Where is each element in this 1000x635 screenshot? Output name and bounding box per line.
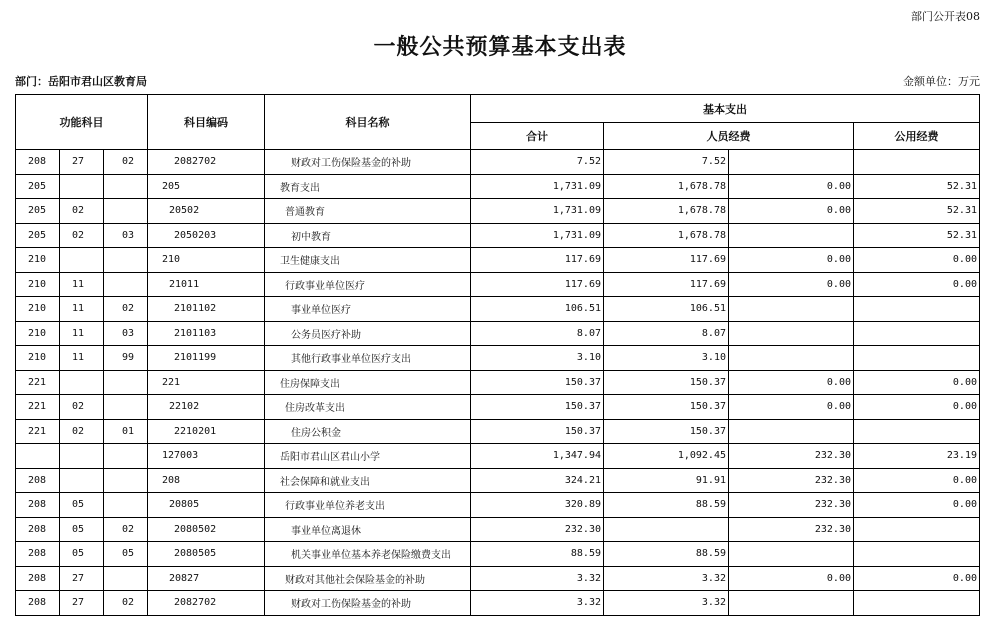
cell-item-code — [104, 566, 148, 591]
cell-section-code: 05 — [60, 517, 104, 542]
cell-section-code: 02 — [60, 199, 104, 224]
cell-class-code: 205 — [16, 199, 60, 224]
cell-total: 1,731.09 — [471, 199, 604, 224]
cell-personnel-extra — [729, 346, 854, 371]
cell-total: 150.37 — [471, 370, 604, 395]
cell-personnel: 1,678.78 — [604, 223, 729, 248]
cell-personnel-extra: 0.00 — [729, 199, 854, 224]
cell-subject-code: 20805 — [148, 493, 265, 518]
cell-item-code: 02 — [104, 591, 148, 616]
cell-personnel: 150.37 — [604, 395, 729, 420]
cell-personnel: 91.91 — [604, 468, 729, 493]
cell-item-code: 01 — [104, 419, 148, 444]
cell-total: 320.89 — [471, 493, 604, 518]
cell-subject-name: 公务员医疗补助 — [265, 321, 471, 346]
cell-section-code: 02 — [60, 419, 104, 444]
cell-subject-code: 2082702 — [148, 150, 265, 175]
cell-total: 117.69 — [471, 272, 604, 297]
cell-item-code — [104, 444, 148, 469]
cell-subject-name: 教育支出 — [265, 174, 471, 199]
table-row — [16, 395, 980, 420]
cell-personnel: 1,678.78 — [604, 174, 729, 199]
table-row — [16, 248, 980, 273]
cell-subject-code: 20502 — [148, 199, 265, 224]
cell-personnel: 3.10 — [604, 346, 729, 371]
cell-personnel-extra — [729, 150, 854, 175]
cell-personnel-extra — [729, 321, 854, 346]
cell-public: 52.31 — [854, 174, 980, 199]
cell-public — [854, 297, 980, 322]
table-row — [16, 444, 980, 469]
cell-section-code: 27 — [60, 591, 104, 616]
table-row — [16, 297, 980, 322]
table-row — [16, 272, 980, 297]
cell-total: 3.32 — [471, 591, 604, 616]
cell-subject-code: 2080505 — [148, 542, 265, 567]
cell-item-code: 03 — [104, 223, 148, 248]
cell-class-code: 210 — [16, 272, 60, 297]
cell-total: 232.30 — [471, 517, 604, 542]
cell-section-code: 02 — [60, 395, 104, 420]
header-basic-expense: 基本支出 — [471, 95, 980, 123]
cell-class-code: 208 — [16, 150, 60, 175]
cell-section-code: 02 — [60, 223, 104, 248]
cell-public: 23.19 — [854, 444, 980, 469]
cell-personnel-extra — [729, 419, 854, 444]
cell-item-code: 03 — [104, 321, 148, 346]
cell-public: 0.00 — [854, 272, 980, 297]
table-row — [16, 591, 980, 616]
cell-subject-name: 行政事业单位养老支出 — [265, 493, 471, 518]
cell-public — [854, 517, 980, 542]
cell-section-code: 27 — [60, 566, 104, 591]
table-row — [16, 223, 980, 248]
table-row — [16, 370, 980, 395]
cell-subject-code: 205 — [148, 174, 265, 199]
cell-class-code: 221 — [16, 395, 60, 420]
cell-class-code — [16, 444, 60, 469]
cell-personnel-extra: 232.30 — [729, 493, 854, 518]
cell-total: 7.52 — [471, 150, 604, 175]
cell-public — [854, 542, 980, 567]
cell-public: 0.00 — [854, 248, 980, 273]
cell-class-code: 208 — [16, 468, 60, 493]
cell-personnel-extra: 0.00 — [729, 174, 854, 199]
table-row — [16, 468, 980, 493]
amount-unit-label: 金额单位：万元 — [903, 75, 980, 88]
table-row — [16, 150, 980, 175]
table-row — [16, 346, 980, 371]
cell-subject-name: 住房保障支出 — [265, 370, 471, 395]
cell-personnel-extra: 0.00 — [729, 566, 854, 591]
cell-section-code: 11 — [60, 297, 104, 322]
cell-subject-name: 岳阳市君山区君山小学 — [265, 444, 471, 469]
cell-public — [854, 591, 980, 616]
cell-total: 150.37 — [471, 419, 604, 444]
cell-section-code — [60, 444, 104, 469]
cell-section-code — [60, 248, 104, 273]
cell-personnel: 117.69 — [604, 272, 729, 297]
department-label: 部门：岳阳市君山区教育局 — [15, 75, 147, 88]
cell-public: 0.00 — [854, 370, 980, 395]
cell-class-code: 208 — [16, 542, 60, 567]
cell-total: 1,347.94 — [471, 444, 604, 469]
cell-personnel: 7.52 — [604, 150, 729, 175]
cell-total: 117.69 — [471, 248, 604, 273]
cell-total: 8.07 — [471, 321, 604, 346]
cell-personnel-extra: 0.00 — [729, 248, 854, 273]
cell-class-code: 221 — [16, 370, 60, 395]
cell-item-code: 02 — [104, 517, 148, 542]
cell-item-code — [104, 468, 148, 493]
cell-item-code: 02 — [104, 150, 148, 175]
cell-personnel-extra: 0.00 — [729, 370, 854, 395]
cell-personnel: 88.59 — [604, 542, 729, 567]
cell-subject-name: 住房改革支出 — [265, 395, 471, 420]
cell-personnel: 117.69 — [604, 248, 729, 273]
cell-public — [854, 419, 980, 444]
cell-total: 1,731.09 — [471, 223, 604, 248]
cell-personnel-extra — [729, 297, 854, 322]
cell-section-code — [60, 468, 104, 493]
cell-section-code: 27 — [60, 150, 104, 175]
cell-total: 3.10 — [471, 346, 604, 371]
table-row — [16, 199, 980, 224]
cell-personnel-extra: 0.00 — [729, 395, 854, 420]
cell-total: 1,731.09 — [471, 174, 604, 199]
cell-subject-name: 行政事业单位医疗 — [265, 272, 471, 297]
header-public: 公用经费 — [854, 123, 980, 150]
cell-personnel-extra — [729, 223, 854, 248]
form-number: 部门公开表08 — [911, 10, 980, 23]
cell-personnel: 3.32 — [604, 566, 729, 591]
cell-subject-name: 机关事业单位基本养老保险缴费支出 — [265, 542, 471, 567]
header-subject-name: 科目名称 — [265, 95, 471, 150]
cell-class-code: 210 — [16, 297, 60, 322]
header-personnel: 人员经费 — [604, 123, 854, 150]
cell-subject-name: 财政对工伤保险基金的补助 — [265, 150, 471, 175]
cell-subject-code: 127003 — [148, 444, 265, 469]
cell-personnel-extra: 232.30 — [729, 517, 854, 542]
cell-item-code — [104, 395, 148, 420]
table-row — [16, 174, 980, 199]
cell-section-code: 11 — [60, 272, 104, 297]
table-row — [16, 419, 980, 444]
cell-subject-name: 普通教育 — [265, 199, 471, 224]
cell-total: 324.21 — [471, 468, 604, 493]
cell-subject-code: 2082702 — [148, 591, 265, 616]
cell-subject-name: 其他行政事业单位医疗支出 — [265, 346, 471, 371]
header-total: 合计 — [471, 123, 604, 150]
cell-personnel-extra: 232.30 — [729, 468, 854, 493]
cell-personnel-extra — [729, 542, 854, 567]
cell-public: 52.31 — [854, 199, 980, 224]
cell-subject-name: 卫生健康支出 — [265, 248, 471, 273]
table-row — [16, 321, 980, 346]
table-row — [16, 493, 980, 518]
cell-section-code: 11 — [60, 321, 104, 346]
table-row — [16, 517, 980, 542]
cell-section-code — [60, 174, 104, 199]
cell-subject-code: 22102 — [148, 395, 265, 420]
cell-subject-name: 事业单位离退休 — [265, 517, 471, 542]
budget-table — [15, 94, 980, 616]
cell-class-code: 205 — [16, 174, 60, 199]
cell-item-code — [104, 248, 148, 273]
cell-subject-code: 221 — [148, 370, 265, 395]
cell-personnel: 3.32 — [604, 591, 729, 616]
cell-personnel: 88.59 — [604, 493, 729, 518]
cell-item-code — [104, 174, 148, 199]
cell-subject-code: 208 — [148, 468, 265, 493]
cell-class-code: 221 — [16, 419, 60, 444]
cell-subject-code: 2050203 — [148, 223, 265, 248]
cell-item-code: 02 — [104, 297, 148, 322]
cell-subject-name: 社会保障和就业支出 — [265, 468, 471, 493]
cell-subject-code: 21011 — [148, 272, 265, 297]
cell-item-code — [104, 493, 148, 518]
header-subject-code: 科目编码 — [148, 95, 265, 150]
cell-class-code: 205 — [16, 223, 60, 248]
page-title: 一般公共预算基本支出表 — [373, 34, 627, 60]
cell-personnel-extra: 232.30 — [729, 444, 854, 469]
header-func-subject: 功能科目 — [16, 95, 148, 150]
cell-public: 52.31 — [854, 223, 980, 248]
cell-public — [854, 150, 980, 175]
cell-section-code: 05 — [60, 493, 104, 518]
table-body — [16, 150, 980, 616]
cell-personnel: 150.37 — [604, 419, 729, 444]
cell-personnel-extra: 0.00 — [729, 272, 854, 297]
cell-personnel: 150.37 — [604, 370, 729, 395]
cell-personnel-extra — [729, 591, 854, 616]
cell-section-code: 11 — [60, 346, 104, 371]
cell-public — [854, 346, 980, 371]
cell-public: 0.00 — [854, 493, 980, 518]
cell-personnel: 1,678.78 — [604, 199, 729, 224]
cell-subject-name: 财政对其他社会保险基金的补助 — [265, 566, 471, 591]
table-row — [16, 566, 980, 591]
cell-public: 0.00 — [854, 395, 980, 420]
cell-class-code: 208 — [16, 517, 60, 542]
cell-item-code — [104, 370, 148, 395]
table-row — [16, 542, 980, 567]
cell-public: 0.00 — [854, 468, 980, 493]
cell-public: 0.00 — [854, 566, 980, 591]
cell-item-code: 05 — [104, 542, 148, 567]
cell-subject-name: 住房公积金 — [265, 419, 471, 444]
cell-item-code — [104, 199, 148, 224]
cell-personnel: 8.07 — [604, 321, 729, 346]
cell-subject-name: 事业单位医疗 — [265, 297, 471, 322]
cell-class-code: 208 — [16, 493, 60, 518]
cell-personnel: 1,092.45 — [604, 444, 729, 469]
cell-subject-name: 财政对工伤保险基金的补助 — [265, 591, 471, 616]
cell-class-code: 210 — [16, 321, 60, 346]
cell-personnel — [604, 517, 729, 542]
cell-subject-code: 210 — [148, 248, 265, 273]
cell-personnel: 106.51 — [604, 297, 729, 322]
cell-class-code: 210 — [16, 346, 60, 371]
cell-subject-code: 2101199 — [148, 346, 265, 371]
cell-subject-code: 2101102 — [148, 297, 265, 322]
cell-section-code — [60, 370, 104, 395]
cell-subject-code: 2080502 — [148, 517, 265, 542]
cell-total: 3.32 — [471, 566, 604, 591]
cell-subject-code: 20827 — [148, 566, 265, 591]
cell-section-code: 05 — [60, 542, 104, 567]
cell-total: 150.37 — [471, 395, 604, 420]
cell-public — [854, 321, 980, 346]
cell-total: 106.51 — [471, 297, 604, 322]
cell-class-code: 208 — [16, 566, 60, 591]
cell-item-code — [104, 272, 148, 297]
cell-class-code: 208 — [16, 591, 60, 616]
cell-total: 88.59 — [471, 542, 604, 567]
cell-subject-code: 2210201 — [148, 419, 265, 444]
cell-subject-name: 初中教育 — [265, 223, 471, 248]
cell-class-code: 210 — [16, 248, 60, 273]
cell-subject-code: 2101103 — [148, 321, 265, 346]
cell-item-code: 99 — [104, 346, 148, 371]
